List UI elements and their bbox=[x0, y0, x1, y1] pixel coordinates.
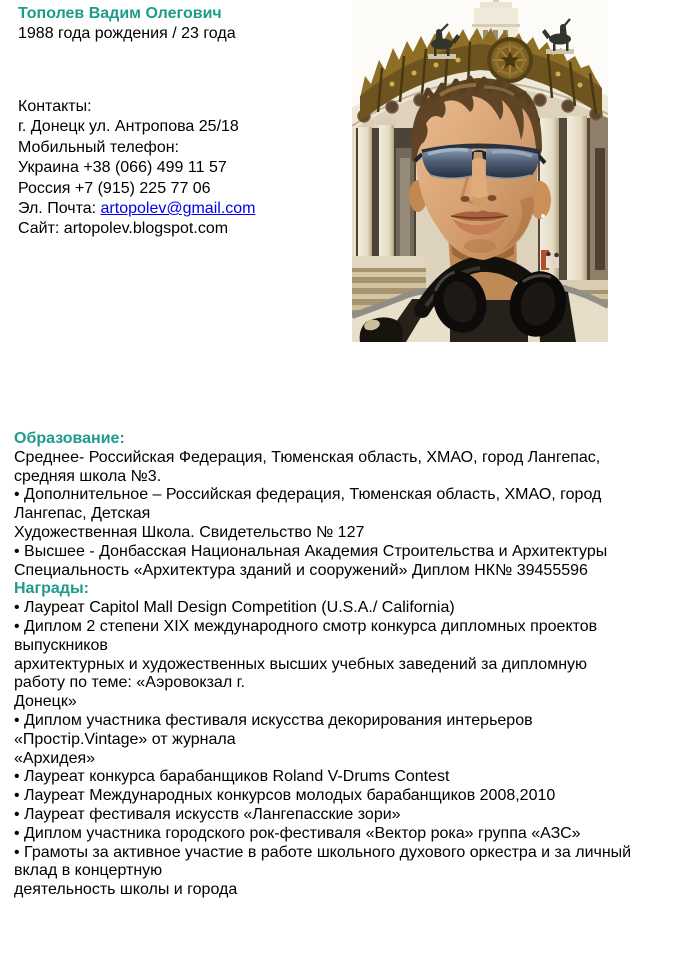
text-line: • Диплом участника фестиваля искусства декорирования интерьеров bbox=[14, 711, 533, 729]
text-line: • Лауреат фестиваля искусств «Лангепасские зори» bbox=[14, 805, 401, 823]
site-line bbox=[18, 219, 255, 239]
profile-photo-illustration bbox=[352, 0, 608, 342]
text-line: • Лауреат Capitol Mall Design Competition (U.S.A./ California) bbox=[14, 599, 455, 617]
email-label: Эл. Почта: bbox=[18, 200, 101, 218]
text-line: архитектурных и художественных высших учебных заведений за дипломную bbox=[14, 655, 588, 673]
text-line: • Диплом 2 степени XIX международного смотр конкурса дипломных проектов bbox=[14, 617, 598, 635]
phone-ukraine: Украина +38 (066) 499 11 57 bbox=[18, 159, 227, 177]
text-line: • Грамоты за активное участие в работе школьного духового оркестра и за личный bbox=[14, 843, 632, 861]
text-line: «Простір.Vintage» от журнала bbox=[14, 730, 236, 748]
text-line: вклад в концертную bbox=[14, 862, 163, 880]
contacts-section bbox=[18, 97, 255, 240]
email-line bbox=[18, 199, 255, 219]
page-title: Тополев Вадим Олегович bbox=[18, 5, 222, 22]
text-line: Художественная Школа. Свидетельство № 127 bbox=[14, 523, 365, 541]
text-line: • Диплом участника городского рок-фестиваля «Вектор рока» группа «АЗС» bbox=[14, 824, 581, 842]
site-value: artopolev.blogspot.com bbox=[63, 220, 229, 238]
header bbox=[18, 4, 236, 44]
earring bbox=[541, 214, 545, 218]
text-line: деятельность школы и города bbox=[14, 881, 238, 899]
address-line: г. Донецк ул. Антропова 25/18 bbox=[18, 118, 239, 136]
text-line: «Архидея» bbox=[14, 749, 96, 767]
contacts-heading: Контакты: bbox=[18, 98, 92, 115]
chin-shadow bbox=[464, 239, 496, 253]
main-section bbox=[14, 430, 690, 900]
email-link[interactable]: artopolev@gmail.com bbox=[100, 200, 256, 218]
awards-heading: Награды: bbox=[14, 580, 89, 598]
text-line: • Высшее - Донбасская Национальная Академия Строительства и Архитектуры bbox=[14, 542, 608, 560]
text-line: • Дополнительное – Российская федерация, Тюменская область, ХМАО, город bbox=[14, 486, 602, 504]
text-line: • Лауреат конкурса барабанщиков Roland V-Drums Contest bbox=[14, 768, 450, 786]
text-line: • Лауреат Международных конкурсов молодых барабанщиков 2008,2010 bbox=[14, 787, 556, 805]
text-line: выпускников bbox=[14, 636, 108, 654]
site-label: Сайт: bbox=[18, 220, 64, 238]
mobile-phone-label: Мобильный телефон: bbox=[18, 138, 179, 156]
soviet-emblem bbox=[487, 37, 533, 83]
education-lines bbox=[14, 449, 690, 581]
text-line: Донецк» bbox=[14, 693, 77, 711]
profile-photo bbox=[352, 0, 608, 342]
text-line: Среднее- Российская Федерация, Тюменская область, ХМАО, город Лангепас, bbox=[14, 448, 601, 466]
education-heading: Образование: bbox=[14, 430, 125, 447]
phone-russia: Россия +7 (915) 225 77 06 bbox=[18, 179, 211, 197]
text-line: работу по теме: «Аэровокзал г. bbox=[14, 674, 245, 692]
birth-line: 1988 года рождения / 23 года bbox=[18, 25, 236, 42]
text-line: Лангепас, Детская bbox=[14, 505, 151, 523]
text-line: средняя школа №3. bbox=[14, 467, 162, 485]
text-line: Специальность «Архитектура зданий и сооружений» Диплом НК№ 39455596 bbox=[14, 561, 588, 579]
awards-lines bbox=[14, 599, 690, 900]
